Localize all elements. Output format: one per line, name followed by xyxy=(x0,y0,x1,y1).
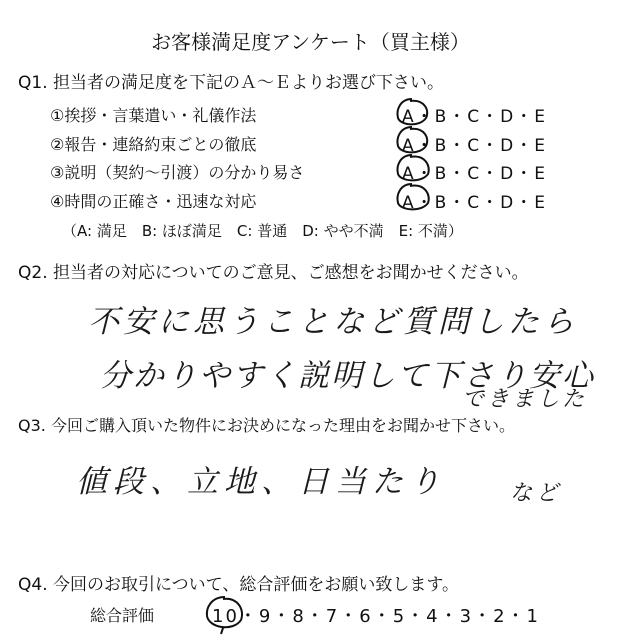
q2-answer-line-2: 分かりやすく説明して下さり安心 xyxy=(100,358,595,394)
q1-item-1-label: ①挨拶・言葉遣い・礼儀作法 xyxy=(50,106,257,125)
q2-answer-line-3: できました xyxy=(462,387,588,412)
q4-rating-label: 総合評価 xyxy=(90,606,155,625)
q3-question: Q3. 今回ご購入頂いた物件にお決めになった理由をお聞かせ下さい。 xyxy=(18,416,515,435)
q1-item-2-scale: A・B・C・D・E xyxy=(402,136,547,156)
q1-item-1-scale: A・B・C・D・E xyxy=(402,107,547,127)
q1-item-4-selection-circle xyxy=(394,181,432,213)
q2-answer-line-1: 不安に思うことなど質問したら xyxy=(88,304,578,340)
q2-question: Q2. 担当者の対応についてのご意見、ご感想をお聞かせください。 xyxy=(18,263,529,283)
q1-item-3-label: ③説明（契約～引渡）の分かり易さ xyxy=(50,163,305,182)
q1-question: Q1. 担当者の満足度を下記のＡ～Ｅよりお選び下さい。 xyxy=(18,73,445,93)
q1-item-4-label: ④時間の正確さ・迅速な対応 xyxy=(50,192,257,211)
q1-item-3-scale: A・B・C・D・E xyxy=(402,164,547,184)
q3-answer-tail: など xyxy=(510,481,563,506)
q4-selection-circle xyxy=(203,594,245,634)
q1-legend: （A: 満足 B: ほぼ満足 C: 普通 D: やや不満 E: 不満） xyxy=(62,222,463,240)
q4-rating-scale: 10・9・8・7・6・5・4・3・2・1 xyxy=(212,606,540,627)
q1-item-4-scale: A・B・C・D・E xyxy=(402,193,547,213)
q1-item-3-selection-circle xyxy=(394,152,432,184)
q3-answer: 値段、立地、日当たり xyxy=(76,464,446,500)
survey-title: お客様満足度アンケート（買主様） xyxy=(151,30,470,54)
q4-question: Q4. 今回のお取引について、総合評価をお願い致します。 xyxy=(18,575,459,595)
q1-item-2-label: ②報告・連絡約束ごとの徹底 xyxy=(50,135,257,154)
